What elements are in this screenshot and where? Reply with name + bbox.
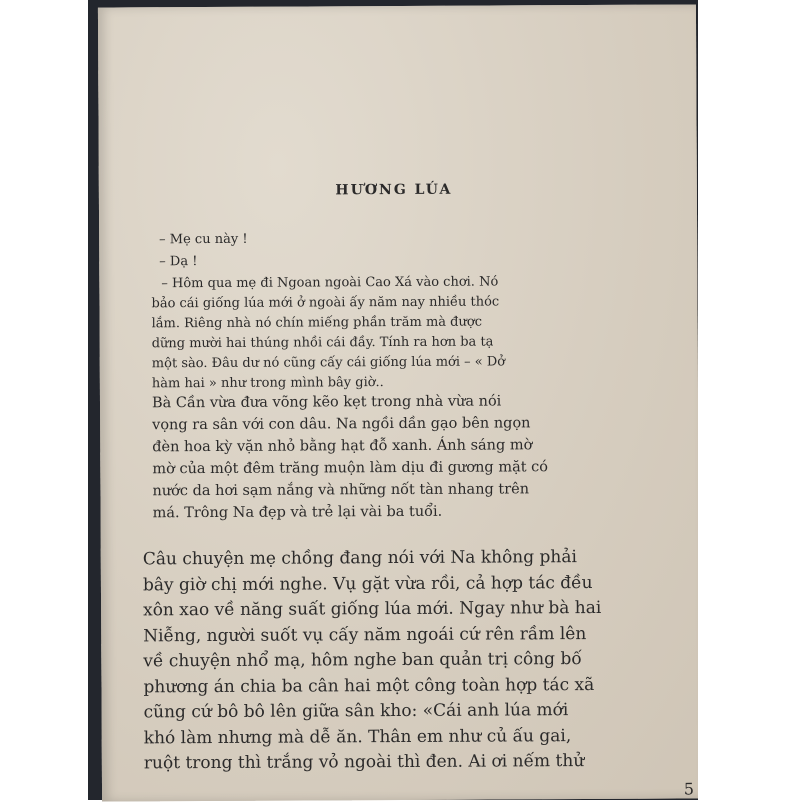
paragraph-line: Niễng, người suốt vụ cấy năm ngoái cứ rên rầm lên [143, 623, 587, 646]
paragraph-line: đèn hoa kỳ vặn nhỏ bằng hạt đỗ xanh. Ánh sáng mờ [152, 437, 533, 456]
paragraph-line: Câu chuyện mẹ chồng đang nói với Na không phải [142, 547, 577, 570]
paragraph-1 [152, 390, 683, 525]
book-page [98, 4, 700, 801]
margin-right [698, 0, 800, 800]
paragraph-line: xôn xao về năng suất giống lúa mới. Ngay như bà hai [143, 597, 602, 621]
dialog-line: một sào. Đâu dư nó cũng cấy cái giống lúa mới – « Dở [151, 354, 506, 372]
dialog-line: – Dạ ! [159, 254, 198, 270]
dialog-line: – Mẹ cu này ! [159, 231, 248, 248]
paragraph-line: má. Trông Na đẹp và trẻ lại vài ba tuổi. [152, 503, 443, 522]
paragraph-line: về chuyện nhổ mạ, hôm nghe ban quản trị công bố [143, 649, 582, 672]
dialog-line: lắm. Riêng nhà nó chín miếng phần trăm mà được [151, 314, 483, 332]
dialog-line: bảo cái giống lúa mới ở ngoài ấy năm nay nhiều thóc [151, 294, 500, 312]
paragraph-line: phương án chia ba cân hai một công toàn hợp tác xã [143, 674, 595, 697]
paragraph-2 [143, 544, 699, 776]
paragraph-line: bây giờ chị mới nghe. Vụ gặt vừa rồi, cả hợp tác đều [142, 572, 593, 595]
dialog-line: dững mười hai thúng nhồi cái đầy. Tính ra hơn ba tạ [151, 334, 494, 352]
paragraph-line: mờ của một đêm trăng muộn làm dịu đi gương mặt có [152, 459, 549, 478]
paragraph-line: vọng ra sân với con dâu. Na ngồi dần gạo bên ngọn [152, 415, 531, 434]
paragraph-line: nước da hơi sạm nắng và những nốt tàn nhang trên [152, 481, 530, 500]
dialog-line: hàm hai » như trong mình bây giờ.. [151, 375, 384, 392]
chapter-title: HƯƠNG LÚA [335, 181, 453, 199]
dialog-line: – Hôm qua mẹ đi Ngoan ngoài Cao Xá vào chơi. Nó [161, 274, 499, 292]
page-number: 5 [683, 779, 695, 799]
paragraph-line: khó làm nhưng mà dễ ăn. Thân em như củ ấu gai, [143, 725, 572, 748]
paragraph-line: cũng cứ bô bô lên giữa sân kho: «Cái anh lúa mới [143, 700, 569, 723]
paragraph-line: Bà Cần vừa đưa võng kẽo kẹt trong nhà vừa nói [151, 393, 502, 412]
paragraph-line: ruột trong thì trắng vỏ ngoài thì đen. Ai ơi nếm thử [143, 751, 585, 774]
